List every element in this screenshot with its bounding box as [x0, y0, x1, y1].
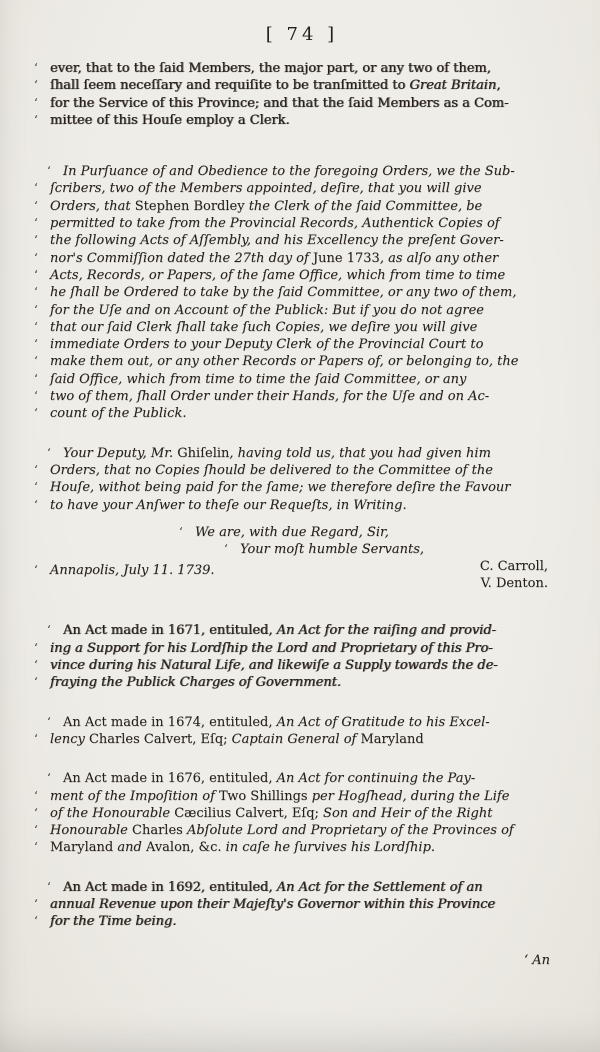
text-line [34, 405, 570, 422]
quote-mark: ‘ [34, 233, 38, 248]
quote-mark: ‘ [34, 805, 38, 820]
acts-section [34, 622, 570, 930]
text-line [47, 770, 570, 787]
dateline [34, 562, 215, 579]
line-text: We are, with due Regard, Sir, [195, 524, 389, 540]
quote-mark: ‘ [34, 658, 38, 673]
line-text: ment of the Impoſition of Two Shillings per Hogſhead, during the Life [50, 788, 510, 804]
text-line [34, 788, 570, 805]
line-text: Orders, that no Copies ſhould be delivered to the Committee of the [50, 462, 493, 478]
text-line [34, 839, 570, 856]
quote-mark: ‘ [34, 914, 38, 929]
quote-mark: ‘ [34, 267, 38, 282]
line-text: ing a Support for his Lordſhip the Lord and Proprietary of this Pro- [50, 640, 493, 656]
text-line [34, 497, 570, 514]
paragraph [34, 622, 570, 691]
quote-mark: ‘ [34, 112, 38, 127]
quote-mark: ‘ [34, 302, 38, 317]
line-text: to have your Anſwer to theſe our Requeſts, in Writing. [50, 497, 407, 513]
line-text: he ſhall be Ordered to take by the ſaid Committee, or any two of them, [50, 285, 517, 301]
quote-mark: ‘ [47, 771, 51, 786]
text-line [47, 879, 570, 896]
line-text: nor's Commiſſion dated the 27th day of June 1733, as alſo any other [50, 250, 499, 266]
quote-mark: ‘ [34, 462, 38, 477]
line-text: ever, that to the ſaid Members, the major part, or any two of them, [50, 61, 491, 76]
quote-mark: ‘ [47, 164, 51, 179]
line-text: Orders, that Stephen Bordley the Clerk of the ſaid Committee, be [50, 198, 483, 214]
quote-mark: ‘ [34, 337, 38, 352]
text-line [34, 805, 570, 822]
signature-row [34, 559, 570, 592]
line-text: In Purſuance of and Obedience to the foregoing Orders, we the Sub- [63, 164, 515, 180]
closing-line [179, 524, 570, 541]
text-line [47, 714, 570, 731]
quote-mark: ‘ [34, 216, 38, 231]
text-line [34, 112, 570, 129]
quote-mark: ‘ [34, 354, 38, 369]
text-line [34, 180, 570, 197]
line-text: ſhall ſeem neceſſary and requiſite to be tranſmitted to Great Britain, [50, 78, 501, 94]
closing-line [224, 541, 570, 558]
quote-mark: ‘ [34, 788, 38, 803]
quote-mark: ‘ [47, 445, 51, 460]
quote-mark: ‘ [34, 95, 38, 110]
text-line [34, 462, 570, 479]
text-line [34, 60, 570, 77]
text-line [47, 622, 570, 639]
line-text: Your Deputy, Mr. Ghiſelin, having told us, that you had given him [63, 445, 491, 461]
paragraph [34, 879, 570, 931]
page-number: [ 74 ] [265, 24, 339, 45]
text-line [34, 302, 570, 319]
quote-mark: ‘ [34, 480, 38, 495]
line-text: vince during his Natural Life, and likewiſe a Supply towards the de- [50, 658, 498, 674]
line-text: for the Uſe and on Account of the Publick: But if you do not agree [50, 302, 484, 318]
quote-mark: ‘ [34, 198, 38, 213]
text-line [34, 640, 570, 657]
letter-paragraphs [34, 60, 570, 514]
quote-mark: ‘ [34, 389, 38, 404]
quote-mark: ‘ [34, 896, 38, 911]
text-line [34, 267, 570, 284]
paragraph [34, 770, 570, 856]
line-text: Annapolis, July 11. 1739. [50, 563, 215, 579]
line-text: Maryland and Avalon, &c. in caſe he ſurvives his Lordſhip. [50, 840, 436, 856]
line-text: for the Time being. [50, 914, 177, 930]
quote-mark: ‘ [34, 406, 38, 421]
line-text: An Act made in 1674, entituled, An Act of Gratitude to his Excel- [63, 714, 490, 730]
text-line [34, 896, 570, 913]
text-line [34, 674, 570, 691]
quote-mark: ‘ [34, 319, 38, 334]
quote-mark: ‘ [34, 640, 38, 655]
text-line [34, 657, 570, 674]
text-line [34, 353, 570, 370]
text-line [47, 445, 570, 462]
line-text: that our ſaid Clerk ſhall take ſuch Copies, we deſire you will give [50, 319, 478, 335]
line-text: Honourable Charles Abſolute Lord and Proprietary of the Provinces of [50, 823, 514, 839]
quote-mark: ‘ [34, 823, 38, 838]
line-text: Your moſt humble Servants, [240, 542, 425, 558]
quote-mark: ‘ [34, 675, 38, 690]
text-line [34, 822, 570, 839]
text-line [34, 336, 570, 353]
quote-mark: ‘ [47, 879, 51, 894]
text-line [34, 731, 570, 748]
line-text: Houſe, withot being paid for the ſame; we therefore deſire the Favour [50, 480, 511, 496]
paragraph [34, 445, 570, 514]
text-line [34, 250, 570, 267]
line-text: Acts, Records, or Papers, of the ſame Office, which from time to time [50, 267, 506, 283]
paragraph [34, 60, 570, 129]
quote-mark: ‘ [34, 497, 38, 512]
text-line [47, 163, 570, 180]
quote-mark: ‘ [34, 250, 38, 265]
dateline-text [34, 562, 215, 579]
line-text: make them out, or any other Records or Papers of, or belonging to, the [50, 354, 519, 370]
quote-mark: ‘ [47, 623, 51, 638]
quote-mark: ‘ [47, 714, 51, 729]
text-line [34, 479, 570, 496]
quote-mark: ‘ [34, 563, 38, 578]
quote-mark: ‘ [34, 371, 38, 386]
signature-list [480, 559, 570, 592]
catchword: ‘ An [523, 952, 550, 968]
signature-name: C. Carroll, [479, 559, 548, 575]
text-line [34, 95, 570, 112]
quote-mark: ‘ [34, 181, 38, 196]
line-text: ſcribers, two of the Members appointed, deſire, that you will give [50, 181, 482, 197]
line-text: annual Revenue upon their Majeſty's Governor within this Province [50, 896, 496, 912]
text-line [34, 284, 570, 301]
text-line [34, 198, 570, 215]
line-text: permitted to take from the Provincial Records, Authentick Copies of [50, 216, 500, 232]
line-text: for the Service of this Province; and that the ſaid Members as a Com- [50, 95, 509, 111]
line-text: An Act made in 1671, entituled, An Act for the raiſing and provid- [63, 623, 497, 639]
text-line [34, 913, 570, 930]
signature-name: V. Denton. [480, 575, 548, 591]
line-text: immediate Orders to your Deputy Clerk of the Provincial Court to [50, 337, 484, 353]
line-text: the following Acts of Aſſembly, and his Excellency the preſent Gover- [50, 233, 504, 249]
line-text: fraying the Publick Charges of Government. [50, 675, 342, 691]
line-text: count of the Publick. [50, 406, 187, 422]
line-text: mittee of this Houſe employ a Clerk. [50, 112, 290, 128]
quote-mark: ‘ [34, 78, 38, 93]
line-text: two of them, ſhall Order under their Hands, for the Uſe and on Ac- [50, 389, 490, 405]
line-text: An Act made in 1676, entituled, An Act for continuing the Pay- [63, 771, 476, 787]
paragraph [34, 163, 570, 422]
line-text: An Act made in 1692, entituled, An Act for the Settlement of an [63, 879, 483, 895]
text-line [34, 371, 570, 388]
quote-mark: ‘ [179, 524, 183, 539]
paragraph [34, 714, 570, 749]
line-text: lency Charles Calvert, Eſq; Captain General of Maryland [50, 731, 424, 747]
line-text: ſaid Office, which from time to time the ſaid Committee, or any [50, 371, 467, 387]
quote-mark: ‘ [34, 285, 38, 300]
text-line [34, 232, 570, 249]
text-line [34, 388, 570, 405]
text-line [34, 319, 570, 336]
closing-lines [34, 524, 570, 559]
quote-mark: ‘ [34, 840, 38, 855]
quote-mark: ‘ [224, 542, 228, 557]
text-line [34, 215, 570, 232]
line-text: of the Honourable Cæcilius Calvert, Eſq; Son and Heir of the Right [50, 805, 493, 821]
text-line [34, 77, 570, 94]
quote-mark: ‘ [34, 61, 38, 75]
quote-mark: ‘ [34, 731, 38, 746]
